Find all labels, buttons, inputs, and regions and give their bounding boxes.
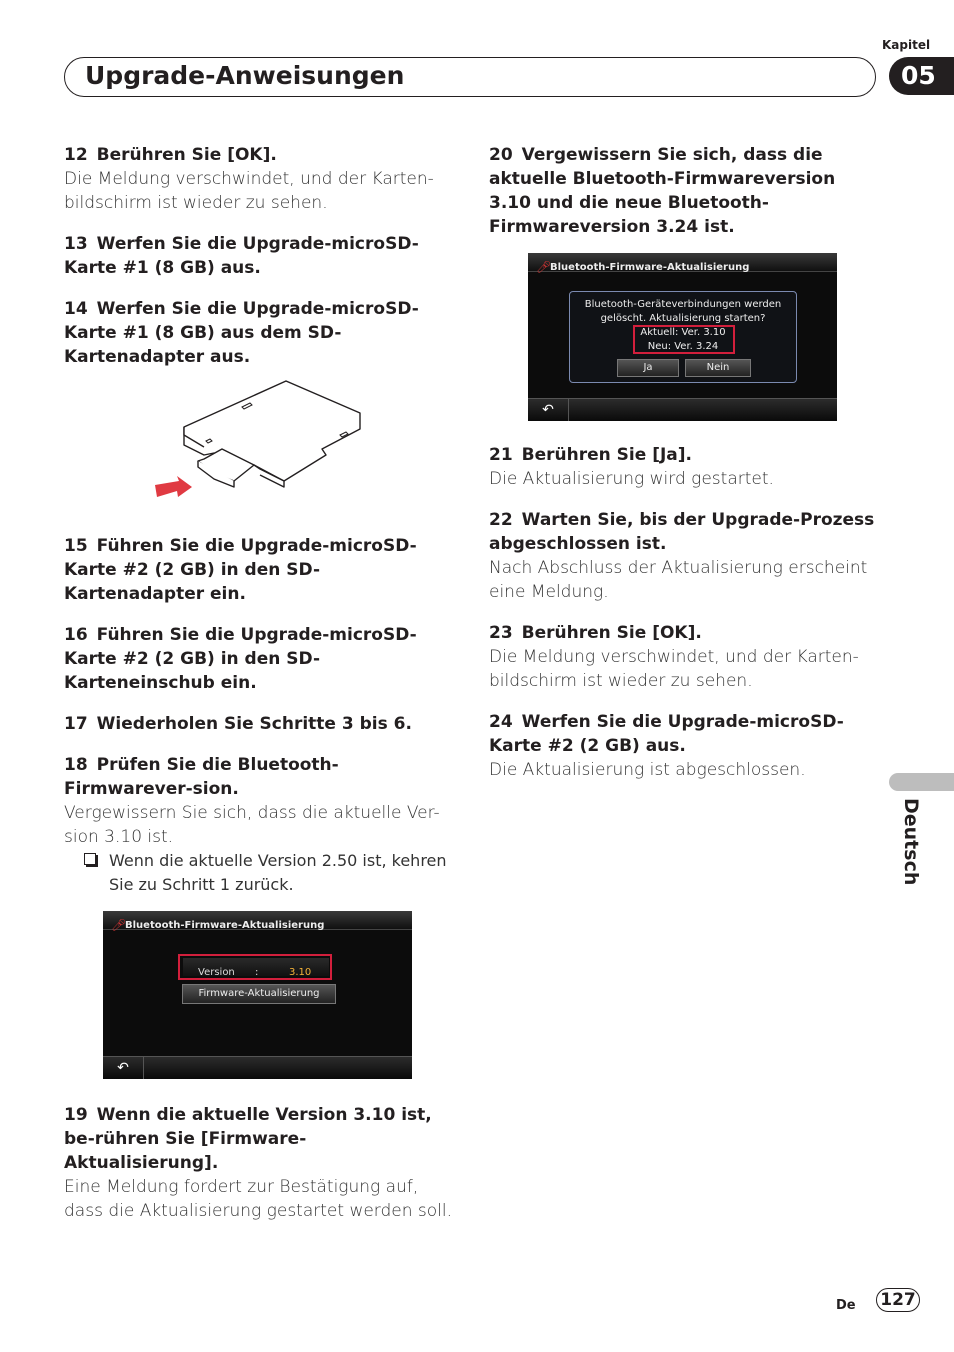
step-21 <box>489 443 879 491</box>
screen-bottombar <box>528 398 837 421</box>
version-value: 3.10 <box>289 967 312 978</box>
chapter-badge: 05 <box>889 57 954 95</box>
screen-topbar <box>528 253 837 272</box>
step-number: 14 <box>64 299 88 319</box>
firmware-update-button[interactable]: Firmware-Aktualisierung <box>182 984 336 1004</box>
step-number: 23 <box>489 623 513 643</box>
step-title: Führen Sie die Upgrade-microSD-Karte #2 (2 GB) in den SD-Kartenadapter ein. <box>64 536 417 604</box>
version-separator: : <box>255 967 259 978</box>
step-body: Nach Abschluss der Aktualisierung erscheint eine Meldung. <box>489 558 868 602</box>
step-number: 16 <box>64 625 88 645</box>
step-17 <box>64 712 454 736</box>
step-body: Vergewissern Sie sich, dass die aktuelle Ver-sion 3.10 ist. <box>64 803 440 847</box>
step-number: 12 <box>64 145 88 165</box>
step-title: Wiederholen Sie Schritte 3 bis 6. <box>96 714 412 734</box>
step-number: 20 <box>489 145 513 165</box>
page-title: Upgrade-Anweisungen <box>85 61 405 90</box>
step-number: 13 <box>64 234 88 254</box>
step-number: 24 <box>489 712 513 732</box>
step-body: Eine Meldung fordert zur Bestätigung auf, dass die Aktualisierung gestartet werden soll. <box>64 1177 453 1221</box>
page-number: 127 <box>876 1288 920 1312</box>
right-column <box>489 143 879 799</box>
left-column <box>64 143 454 1240</box>
back-button[interactable] <box>103 1057 144 1079</box>
side-tab <box>889 773 954 791</box>
dialog-message-line2: gelöscht. Aktualisierung starten? <box>600 313 766 324</box>
step-12 <box>64 143 454 215</box>
step-title: Werfen Sie die Upgrade-microSD-Karte #1 (8 GB) aus. <box>64 234 419 278</box>
version-row <box>183 958 329 976</box>
step-title: Werfen Sie die Upgrade-microSD-Karte #2 (2 GB) aus. <box>489 712 844 756</box>
step-body: Die Meldung verschwindet, und der Karten-bildschirm ist wieder zu sehen. <box>489 647 859 691</box>
step-20 <box>489 143 879 239</box>
sd-card-adapter-drawing <box>64 377 454 522</box>
firmware-version-screen <box>103 911 412 1079</box>
dialog-message-line1: Bluetooth-Geräteverbindungen werden <box>584 299 782 310</box>
step-title: Berühren Sie [Ja]. <box>521 445 692 465</box>
note-checkbox-icon <box>84 853 96 865</box>
step-title: Warten Sie, bis der Upgrade-Prozess abgeschlossen ist. <box>489 510 875 554</box>
version-label: Version <box>198 967 235 978</box>
step-title: Berühren Sie [OK]. <box>521 623 702 643</box>
step-title: Werfen Sie die Upgrade-microSD-Karte #1 (8 GB) aus dem SD-Kartenadapter aus. <box>64 299 419 367</box>
screen-bottombar <box>103 1056 412 1079</box>
firmware-update-confirm-screen <box>528 253 837 421</box>
back-arrow-icon: ↶ <box>542 402 554 418</box>
step-body: Die Aktualisierung wird gestartet. <box>489 469 774 489</box>
step-number: 21 <box>489 445 513 465</box>
step-19 <box>64 1103 454 1223</box>
header-bar <box>64 57 876 97</box>
step-14 <box>64 297 454 369</box>
insert-arrow <box>155 476 192 497</box>
app-logo-icon: 🎤︎ <box>536 260 552 274</box>
back-button[interactable] <box>528 399 569 421</box>
app-logo-icon: 🎤︎ <box>111 918 127 932</box>
step-number: 19 <box>64 1105 88 1125</box>
step-title: Berühren Sie [OK]. <box>96 145 277 165</box>
step-23 <box>489 621 879 693</box>
step-24 <box>489 710 879 782</box>
step-title: Prüfen Sie die Bluetooth-Firmwarever-sion. <box>64 755 339 799</box>
current-version-text: Aktuell: Ver. 3.10 <box>640 327 726 338</box>
footer-language-code: De <box>836 1298 856 1313</box>
sd-adapter-illustration <box>64 377 454 522</box>
screen-title: Bluetooth-Firmware-Aktualisierung <box>125 920 325 931</box>
step-title: Führen Sie die Upgrade-microSD-Karte #2 (2 GB) in den SD-Karteneinschub ein. <box>64 625 417 693</box>
step-number: 15 <box>64 536 88 556</box>
step-22 <box>489 508 879 604</box>
confirm-dialog <box>569 291 797 383</box>
side-language-label: Deutsch <box>900 798 922 886</box>
kapitel-label: Kapitel <box>882 38 931 52</box>
step-number: 17 <box>64 714 88 734</box>
note <box>64 849 454 897</box>
back-arrow-icon: ↶ <box>117 1060 129 1076</box>
no-button[interactable]: Nein <box>685 359 751 377</box>
step-number: 22 <box>489 510 513 530</box>
new-version-text: Neu: Ver. 3.24 <box>647 341 719 352</box>
step-number: 18 <box>64 755 88 775</box>
note-text: Wenn die aktuelle Version 2.50 ist, kehren Sie zu Schritt 1 zurück. <box>109 851 447 894</box>
step-body: Die Aktualisierung ist abgeschlossen. <box>489 760 806 780</box>
screen-topbar <box>103 911 412 930</box>
yes-button[interactable]: Ja <box>617 359 679 377</box>
step-title: Wenn die aktuelle Version 3.10 ist, be-rühren Sie [Firmware-Aktualisierung]. <box>64 1105 432 1173</box>
step-title: Vergewissern Sie sich, dass die aktuelle Bluetooth-Firmwareversion 3.10 und die neue Bluetooth-Firmwareversion 3.24 ist. <box>489 145 836 237</box>
step-16 <box>64 623 454 695</box>
step-15 <box>64 534 454 606</box>
screen-title: Bluetooth-Firmware-Aktualisierung <box>550 262 750 273</box>
step-18 <box>64 753 454 897</box>
step-body: Die Meldung verschwindet, und der Karten-bildschirm ist wieder zu sehen. <box>64 169 434 213</box>
step-13 <box>64 232 454 280</box>
